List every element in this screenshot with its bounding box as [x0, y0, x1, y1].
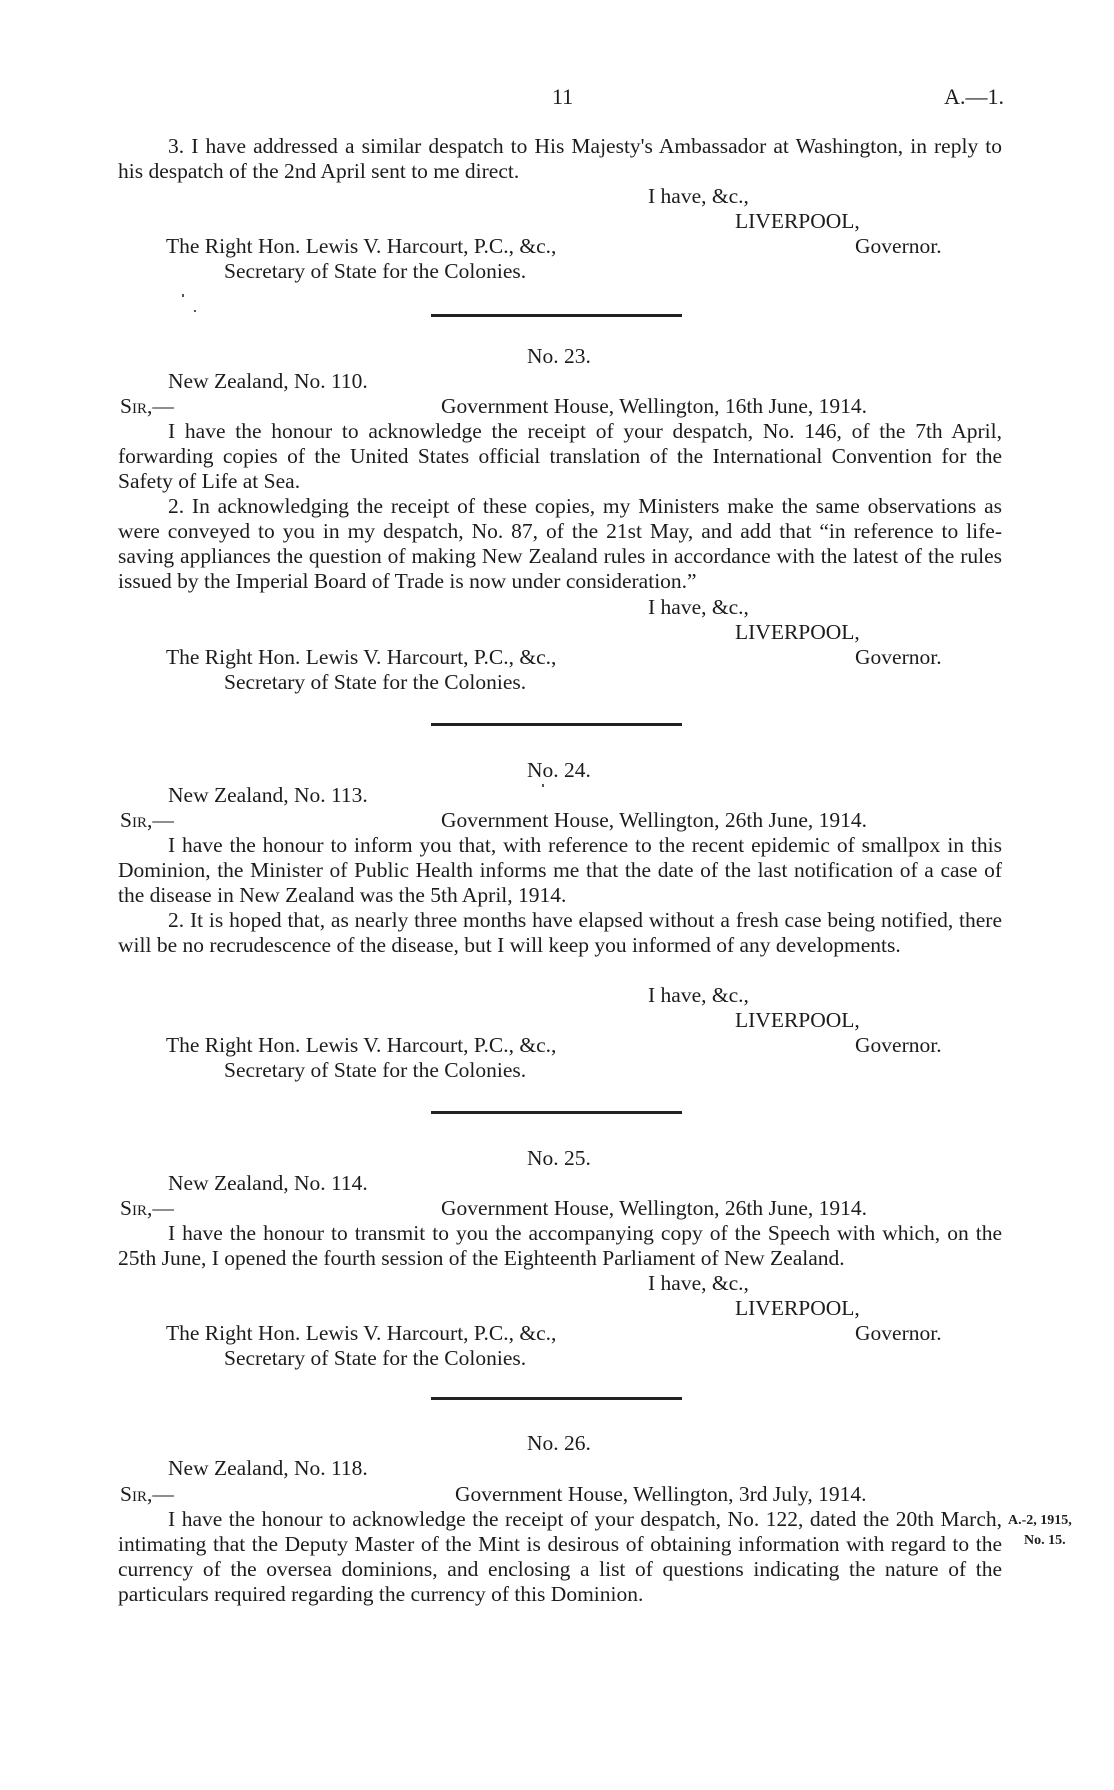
salutation: Sir,—: [120, 808, 174, 832]
despatch-number: No. 25.: [527, 1146, 591, 1170]
speck: [194, 310, 196, 312]
section-divider: [431, 1397, 682, 1400]
closing: I have, &c.,: [648, 595, 749, 619]
addressee-title: Secretary of State for the Colonies.: [224, 1346, 527, 1370]
place-date: Government House, Wellington, 16th June, 1914.: [441, 394, 868, 418]
despatch-reference: New Zealand, No. 118.: [168, 1456, 368, 1480]
section-divider: [431, 314, 682, 317]
governor-title: Governor.: [855, 1321, 942, 1345]
salutation: Sir,—: [120, 1482, 174, 1506]
despatch-body: I have the honour to transmit to you the accompanying copy of the Speech with which, on the 25th June, I opened the fourth session of the Eighteenth Parliament of New Zealand.: [118, 1221, 1002, 1270]
closing: I have, &c.,: [648, 983, 749, 1007]
speck: [542, 784, 544, 787]
place-date: Government House, Wellington, 26th June, 1914.: [441, 1196, 868, 1220]
place-date: Government House, Wellington, 3rd July, 1914.: [455, 1482, 867, 1506]
margin-note-reference: A.-2, 1915,: [1008, 1513, 1072, 1528]
despatch-body: I have the honour to acknowledge the receipt of your despatch, No. 122, dated the 20th March, intimating that the Deputy Master of the Mint is desirous of obtaining information with regard to the currency of the oversea dominions, and enclosing a list of questions indicating the nature of the particulars required regarding the currency of this Dominion.: [118, 1507, 1002, 1606]
intro-governor-title: Governor.: [855, 234, 942, 258]
intro-addressee: The Right Hon. Lewis V. Harcourt, P.C., &c.,: [166, 234, 557, 258]
signature: LIVERPOOL,: [735, 620, 860, 644]
place-date: Government House, Wellington, 26th June, 1914.: [441, 808, 868, 832]
despatch-reference: New Zealand, No. 110.: [168, 369, 368, 393]
speck: [182, 294, 184, 297]
despatch-number: No. 24.: [527, 758, 591, 782]
signature: LIVERPOOL,: [735, 1296, 860, 1320]
intro-closing: I have, &c.,: [648, 184, 749, 208]
governor-title: Governor.: [855, 645, 942, 669]
addressee-title: Secretary of State for the Colonies.: [224, 1058, 527, 1082]
despatch-reference: New Zealand, No. 113.: [168, 783, 368, 807]
closing: I have, &c.,: [648, 1271, 749, 1295]
addressee: The Right Hon. Lewis V. Harcourt, P.C., &c.,: [166, 645, 557, 669]
intro-paragraph-3: 3. I have addressed a similar despatch to His Majesty's Ambassador at Washington, in reply to his despatch of the 2nd April sent to me direct.: [118, 134, 1002, 183]
page-number: 11: [552, 84, 574, 109]
intro-signature: LIVERPOOL,: [735, 209, 860, 233]
despatch-body: I have the honour to inform you that, with reference to the recent epidemic of smallpox in this Dominion, the Minister of Public Health informs me that the date of the last notification of a case of the disease in New Zealand was the 5th April, 1914. 2. It is hoped that, as nearly three months have elapsed without a fresh case being notified, there will be no recrudescence of the disease, but I will keep you informed of any developments.: [118, 833, 1002, 957]
despatch-number: No. 23.: [527, 344, 591, 368]
despatch-number: No. 26.: [527, 1431, 591, 1455]
addressee: The Right Hon. Lewis V. Harcourt, P.C., &c.,: [166, 1321, 557, 1345]
addressee: The Right Hon. Lewis V. Harcourt, P.C., &c.,: [166, 1033, 557, 1057]
salutation: Sir,—: [120, 394, 174, 418]
addressee-title: Secretary of State for the Colonies.: [224, 670, 527, 694]
margin-note-number: No. 15.: [1024, 1533, 1066, 1548]
governor-title: Governor.: [855, 1033, 942, 1057]
salutation: Sir,—: [120, 1196, 174, 1220]
section-divider: [431, 1111, 682, 1114]
section-divider: [431, 723, 682, 726]
despatch-body: I have the honour to acknowledge the receipt of your despatch, No. 146, of the 7th April, forwarding copies of the United States official translation of the International Convention for the Safety of Life at Sea. 2. In acknowledging the receipt of these copies, my Ministers make the same observations as were conveyed to you in my despatch, No. 87, of the 21st May, and add that “in reference to life-saving appliances the question of making New Zealand rules in accordance with the latest of the rules issued by the Imperial Board of Trade is now under consideration.”: [118, 419, 1002, 593]
signature: LIVERPOOL,: [735, 1008, 860, 1032]
intro-addressee-title: Secretary of State for the Colonies.: [224, 259, 527, 283]
document-code: A.—1.: [944, 84, 1004, 109]
despatch-reference: New Zealand, No. 114.: [168, 1171, 368, 1195]
